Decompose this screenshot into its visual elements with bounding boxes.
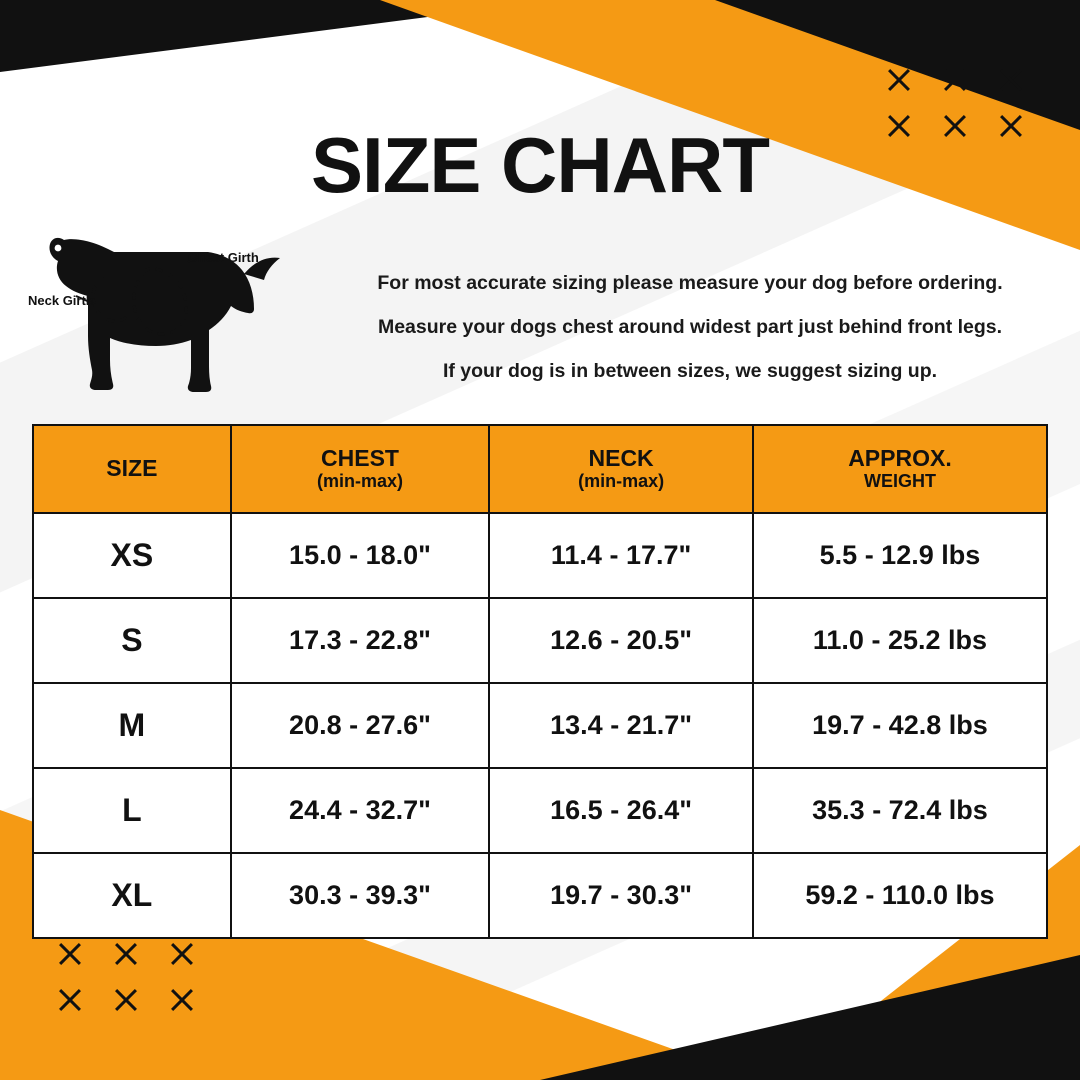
- cell-weight: 11.0 - 25.2 lbs: [753, 598, 1047, 683]
- table-header-row: [33, 425, 1047, 513]
- cell-weight: 35.3 - 72.4 lbs: [753, 768, 1047, 853]
- cell-weight: 59.2 - 110.0 lbs: [753, 853, 1047, 938]
- x-mark-icon: [940, 66, 970, 96]
- table-row: [33, 513, 1047, 598]
- x-mark-icon: [167, 986, 197, 1016]
- x-mark-icon: [55, 986, 85, 1016]
- cell-neck: 19.7 - 30.3": [489, 853, 753, 938]
- cell-size: S: [33, 598, 231, 683]
- x-mark-icon: [111, 940, 141, 970]
- cell-neck: 16.5 - 26.4": [489, 768, 753, 853]
- column-header-neck-sub: (min-max): [578, 470, 665, 491]
- cell-neck: 11.4 - 17.7": [489, 513, 753, 598]
- bottom-right-black-wedge: [540, 955, 1080, 1080]
- table-row: [33, 768, 1047, 853]
- neck-girth-label: Neck Girth: [28, 293, 94, 308]
- cell-size: M: [33, 683, 231, 768]
- x-mark-icon: [55, 940, 85, 970]
- page-title: SIZE CHART: [311, 121, 769, 209]
- size-table-header: [33, 425, 1047, 513]
- dog-illustration: [28, 218, 318, 403]
- table-row: [33, 853, 1047, 938]
- chest-girth-label: Chest Girth: [188, 250, 259, 265]
- cell-neck: 12.6 - 20.5": [489, 598, 753, 683]
- cell-chest: 24.4 - 32.7": [231, 768, 490, 853]
- column-header-chest: [231, 425, 490, 513]
- column-header-chest-label: CHEST: [321, 445, 399, 472]
- x-mark-icon: [996, 66, 1026, 96]
- cell-weight: 19.7 - 42.8 lbs: [753, 683, 1047, 768]
- column-header-neck-label: NECK: [588, 445, 654, 472]
- x-mark-icon: [111, 986, 141, 1016]
- cell-chest: 15.0 - 18.0": [231, 513, 490, 598]
- table-row: [33, 683, 1047, 768]
- column-header-size: [33, 425, 231, 513]
- cell-chest: 20.8 - 27.6": [231, 683, 490, 768]
- x-mark-icon: [884, 66, 914, 96]
- x-marks-bottom-left: [55, 940, 197, 1018]
- cell-size: XL: [33, 853, 231, 938]
- dog-silhouette-icon: [28, 218, 318, 403]
- cell-neck: 13.4 - 21.7": [489, 683, 753, 768]
- x-mark-icon: [167, 940, 197, 970]
- table-row: [33, 598, 1047, 683]
- size-table: [32, 424, 1048, 939]
- cell-weight: 5.5 - 12.9 lbs: [753, 513, 1047, 598]
- column-header-size-label: SIZE: [106, 455, 158, 482]
- intro-line-3: If your dog is in between sizes, we suggest sizing up.: [442, 360, 938, 382]
- cell-size: L: [33, 768, 231, 853]
- size-table-container: [32, 424, 1048, 939]
- cell-chest: 17.3 - 22.8": [231, 598, 490, 683]
- column-header-weight-label: APPROX.: [848, 445, 952, 472]
- cell-size: XS: [33, 513, 231, 598]
- column-header-neck: [489, 425, 753, 513]
- intro-line-1: For most accurate sizing please measure your dog before ordering.: [377, 272, 1003, 294]
- intro-text: [320, 272, 1060, 404]
- cell-chest: 30.3 - 39.3": [231, 853, 490, 938]
- column-header-chest-sub: (min-max): [316, 470, 403, 491]
- size-table-body: [33, 513, 1047, 938]
- intro-line-2: Measure your dogs chest around widest part just behind front legs.: [377, 316, 1003, 338]
- column-header-weight: [753, 425, 1047, 513]
- column-header-weight-sub: WEIGHT: [863, 470, 936, 491]
